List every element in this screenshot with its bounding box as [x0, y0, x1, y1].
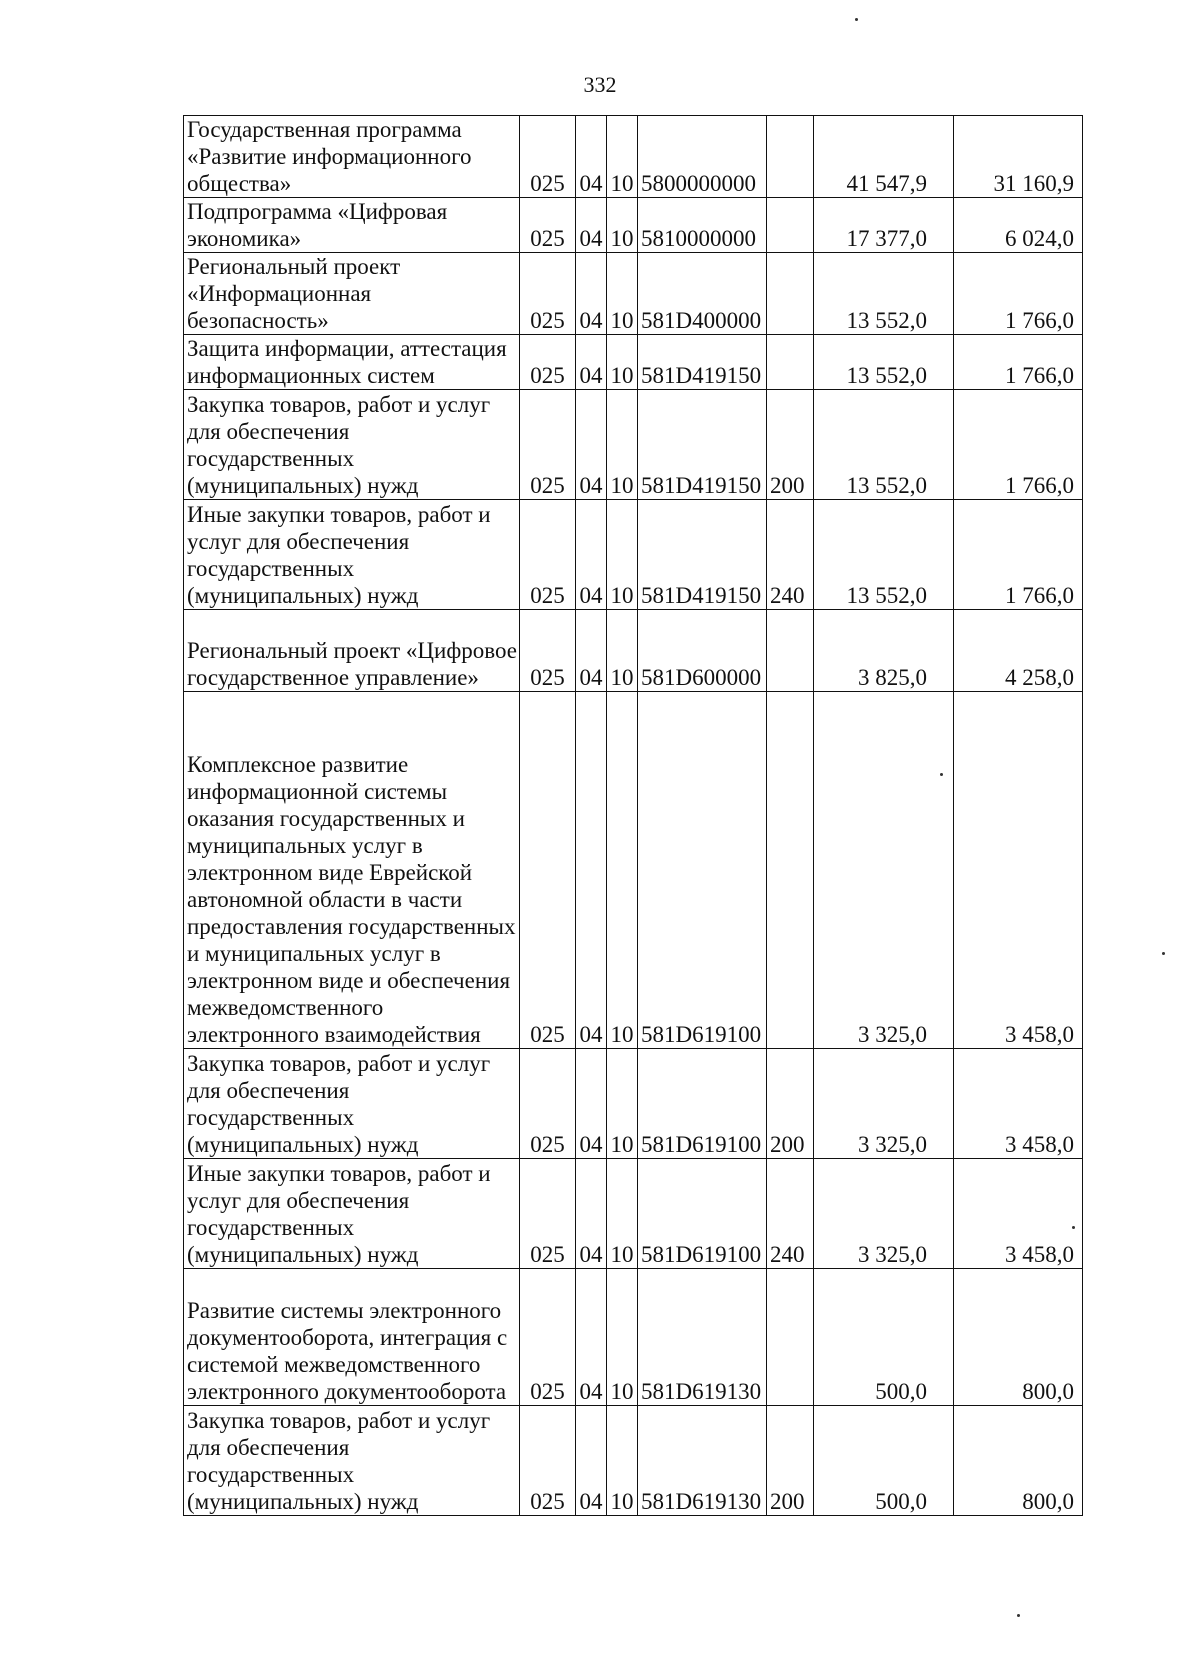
table-row	[184, 116, 1083, 198]
section-code: 04	[576, 335, 607, 390]
table-row	[184, 1406, 1083, 1516]
scan-speck	[1072, 1226, 1075, 1229]
target-article-code: 581D419150	[638, 390, 767, 500]
subsection-code: 10	[607, 1406, 638, 1516]
expense-type-code: 200	[767, 390, 814, 500]
section-code: 04	[576, 500, 607, 610]
department-code: 025	[520, 500, 576, 610]
subsection-code: 10	[607, 1269, 638, 1406]
amount-year-1: 13 552,0	[814, 253, 954, 335]
target-article-code: 581D419150	[638, 335, 767, 390]
section-code: 04	[576, 198, 607, 253]
expense-type-code	[767, 692, 814, 1049]
amount-year-1: 13 552,0	[814, 500, 954, 610]
amount-year-1: 500,0	[814, 1269, 954, 1406]
expense-type-code	[767, 610, 814, 692]
expense-type-code: 240	[767, 500, 814, 610]
row-name: Подпрограмма «Цифровая экономика»	[184, 198, 520, 253]
target-article-code: 5810000000	[638, 198, 767, 253]
table-row	[184, 335, 1083, 390]
amount-year-1: 3 325,0	[814, 1159, 954, 1269]
section-code: 04	[576, 1159, 607, 1269]
amount-year-1: 500,0	[814, 1406, 954, 1516]
budget-table	[183, 115, 1083, 1516]
department-code: 025	[520, 116, 576, 198]
subsection-code: 10	[607, 116, 638, 198]
page-number: 332	[583, 72, 617, 97]
row-name: Закупка товаров, работ и услуг для обеспечения государственных (муниципальных) нужд	[184, 390, 520, 500]
expense-type-code	[767, 335, 814, 390]
department-code: 025	[520, 692, 576, 1049]
section-code: 04	[576, 390, 607, 500]
amount-year-2: 4 258,0	[954, 610, 1083, 692]
row-name: Закупка товаров, работ и услуг для обеспечения государственных (муниципальных) нужд	[184, 1049, 520, 1159]
table-row	[184, 500, 1083, 610]
subsection-code: 10	[607, 1159, 638, 1269]
expense-type-code	[767, 198, 814, 253]
row-name: Государственная программа «Развитие информационного общества»	[184, 116, 520, 198]
section-code: 04	[576, 1269, 607, 1406]
amount-year-1: 3 325,0	[814, 692, 954, 1049]
subsection-code: 10	[607, 253, 638, 335]
row-name: Региональный проект «Цифровое государственное управление»	[184, 610, 520, 692]
row-name: Защита информации, аттестация информационных систем	[184, 335, 520, 390]
expense-type-code	[767, 116, 814, 198]
section-code: 04	[576, 1406, 607, 1516]
department-code: 025	[520, 253, 576, 335]
amount-year-2: 1 766,0	[954, 253, 1083, 335]
amount-year-2: 1 766,0	[954, 335, 1083, 390]
amount-year-2: 800,0	[954, 1406, 1083, 1516]
department-code: 025	[520, 198, 576, 253]
amount-year-2: 6 024,0	[954, 198, 1083, 253]
expense-type-code: 200	[767, 1049, 814, 1159]
table-row	[184, 1269, 1083, 1406]
department-code: 025	[520, 1049, 576, 1159]
subsection-code: 10	[607, 198, 638, 253]
expense-type-code	[767, 1269, 814, 1406]
subsection-code: 10	[607, 500, 638, 610]
subsection-code: 10	[607, 692, 638, 1049]
department-code: 025	[520, 390, 576, 500]
table-row	[184, 390, 1083, 500]
department-code: 025	[520, 1269, 576, 1406]
subsection-code: 10	[607, 1049, 638, 1159]
amount-year-1: 3 325,0	[814, 1049, 954, 1159]
amount-year-2: 31 160,9	[954, 116, 1083, 198]
row-name: Иные закупки товаров, работ и услуг для обеспечения государственных (муниципальных) нужд	[184, 1159, 520, 1269]
target-article-code: 581D619130	[638, 1269, 767, 1406]
row-name: Закупка товаров, работ и услуг для обеспечения государственных (муниципальных) нужд	[184, 1406, 520, 1516]
amount-year-2: 1 766,0	[954, 390, 1083, 500]
subsection-code: 10	[607, 390, 638, 500]
target-article-code: 581D619100	[638, 692, 767, 1049]
target-article-code: 5800000000	[638, 116, 767, 198]
expense-type-code	[767, 253, 814, 335]
table-row	[184, 198, 1083, 253]
scan-speck	[855, 18, 858, 21]
scan-speck	[1162, 952, 1165, 955]
table-row	[184, 1159, 1083, 1269]
section-code: 04	[576, 692, 607, 1049]
target-article-code: 581D619100	[638, 1049, 767, 1159]
table-row	[184, 610, 1083, 692]
expense-type-code: 200	[767, 1406, 814, 1516]
amount-year-1: 13 552,0	[814, 335, 954, 390]
section-code: 04	[576, 610, 607, 692]
amount-year-1: 3 825,0	[814, 610, 954, 692]
row-name: Комплексное развитие информационной системы оказания государственных и муниципальных услуг в электронном виде Еврейской автономной области в части предоставления государственных и муниципальных услуг в электронном виде и обеспечения межведомственного электронного взаимодействия	[184, 692, 520, 1049]
target-article-code: 581D619130	[638, 1406, 767, 1516]
table-row	[184, 692, 1083, 1049]
target-article-code: 581D619100	[638, 1159, 767, 1269]
amount-year-1: 13 552,0	[814, 390, 954, 500]
section-code: 04	[576, 116, 607, 198]
row-name: Развитие системы электронного документооборота, интеграция с системой межведомственного электронного документооборота	[184, 1269, 520, 1406]
department-code: 025	[520, 335, 576, 390]
table-row	[184, 253, 1083, 335]
department-code: 025	[520, 1159, 576, 1269]
subsection-code: 10	[607, 335, 638, 390]
target-article-code: 581D600000	[638, 610, 767, 692]
section-code: 04	[576, 1049, 607, 1159]
amount-year-2: 800,0	[954, 1269, 1083, 1406]
section-code: 04	[576, 253, 607, 335]
amount-year-1: 17 377,0	[814, 198, 954, 253]
target-article-code: 581D419150	[638, 500, 767, 610]
amount-year-1: 41 547,9	[814, 116, 954, 198]
amount-year-2: 3 458,0	[954, 1049, 1083, 1159]
department-code: 025	[520, 1406, 576, 1516]
table-row	[184, 1049, 1083, 1159]
scan-speck	[940, 773, 943, 776]
amount-year-2: 3 458,0	[954, 1159, 1083, 1269]
row-name: Региональный проект «Информационная безопасность»	[184, 253, 520, 335]
scan-speck	[1017, 1614, 1020, 1617]
target-article-code: 581D400000	[638, 253, 767, 335]
amount-year-2: 3 458,0	[954, 692, 1083, 1049]
department-code: 025	[520, 610, 576, 692]
row-name: Иные закупки товаров, работ и услуг для обеспечения государственных (муниципальных) нужд	[184, 500, 520, 610]
expense-type-code: 240	[767, 1159, 814, 1269]
amount-year-2: 1 766,0	[954, 500, 1083, 610]
subsection-code: 10	[607, 610, 638, 692]
